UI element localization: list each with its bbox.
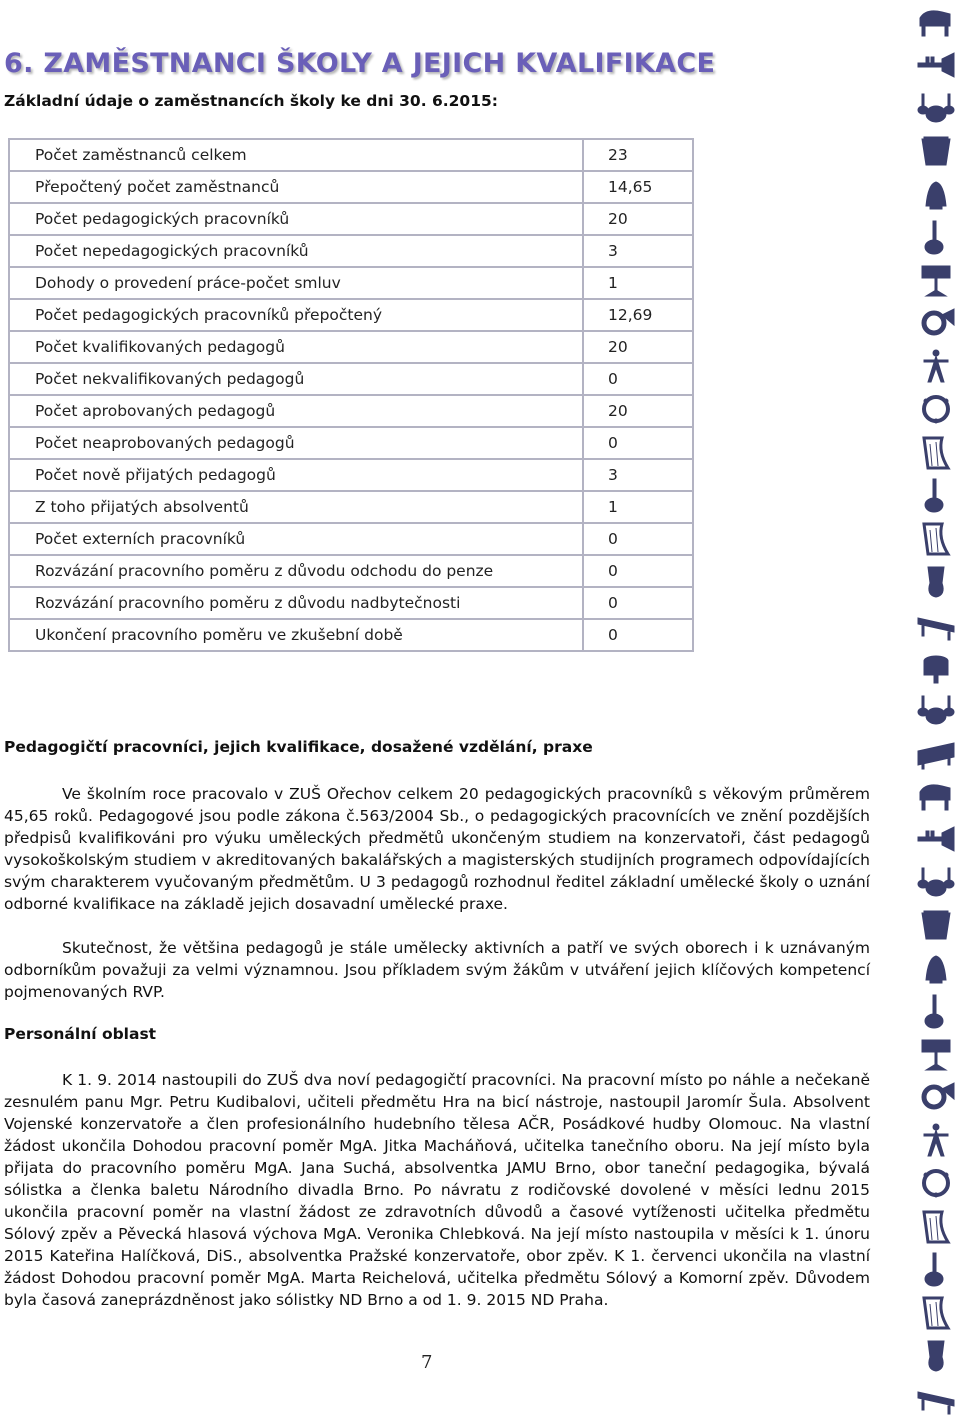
xylophone-icon: [916, 1380, 956, 1416]
accordion-icon: [916, 133, 956, 169]
drum-kit-icon: [916, 864, 956, 900]
row-label: Počet nepedagogických pracovníků: [9, 235, 583, 267]
tuba-icon: [916, 563, 956, 599]
row-value: 0: [583, 523, 693, 555]
tambourine-icon: [916, 391, 956, 427]
table-row: [9, 459, 693, 491]
piano-icon: [916, 778, 956, 814]
harp-icon: [916, 1208, 956, 1244]
harp-icon: [916, 434, 956, 470]
page-number: 7: [421, 1352, 433, 1373]
accordion-icon: [916, 907, 956, 943]
trumpet-icon: [916, 47, 956, 83]
table-row: [9, 427, 693, 459]
guitar-icon: [916, 1251, 956, 1287]
page-subtitle: Základní údaje o zaměstnancích školy ke dni 30. 6.2015:: [4, 92, 498, 110]
row-value: 0: [583, 363, 693, 395]
xylophone-icon: [916, 606, 956, 642]
row-value: 0: [583, 555, 693, 587]
row-label: Rozvázání pracovního poměru z důvodu odchodu do penze: [9, 555, 583, 587]
row-value: 0: [583, 587, 693, 619]
qualification-heading: Pedagogičtí pracovníci, jejich kvalifikace, dosažené vzdělání, praxe: [4, 738, 593, 756]
activity-paragraph: [4, 937, 870, 1003]
piano-icon: [916, 4, 956, 40]
row-label: Počet externích pracovníků: [9, 523, 583, 555]
horn-icon: [916, 1079, 956, 1115]
row-label: Počet pedagogických pracovníků přepočtený: [9, 299, 583, 331]
table-row: [9, 171, 693, 203]
bell-icon: [916, 176, 956, 212]
row-value: 23: [583, 139, 693, 171]
table-row: [9, 203, 693, 235]
harp-icon: [916, 520, 956, 556]
music-stand-icon: [916, 1036, 956, 1072]
tuba-icon: [916, 1337, 956, 1373]
qualification-paragraph-text: Ve školním roce pracovalo v ZUŠ Ořechov celkem 20 pedagogických pracovníků s věkovým průměrem 45,65 roků. Pedagogové jsou podle zákona č.563/2004 Sb., o pedagogických pracovnících ve znění pozdějších předpisů kvalifikováni pro výuku uměleckých předmětů ukončeným studiem na konzervatoři, část pedagogů vysokoškolským studiem v akreditovaných bakalářských a magisterských studijních programech odpovídajících svým charakterem vyučovaným předmětům. U 3 pedagogů rozhodnul ředitel základní umělecké školy o uznání odborné kvalifikace na základě jejich dosavadní umělecké praxe.: [4, 785, 870, 913]
table-row: [9, 555, 693, 587]
table-row: [9, 331, 693, 363]
table-row: [9, 235, 693, 267]
table-row: [9, 587, 693, 619]
row-value: 14,65: [583, 171, 693, 203]
page-title: 6. ZAMĚSTNANCI ŠKOLY A JEJICH KVALIFIKACE: [4, 48, 716, 79]
staff-table: [8, 138, 694, 652]
row-value: 1: [583, 491, 693, 523]
row-value: 20: [583, 203, 693, 235]
table-row: [9, 139, 693, 171]
qualification-paragraph: [4, 783, 870, 915]
row-value: 20: [583, 331, 693, 363]
personnel-paragraph-text: K 1. 9. 2014 nastoupili do ZUŠ dva noví pedagogičtí pracovníci. Na pracovní místo po náhle a nečekaně zesnulém panu Mgr. Petru Kudibalovi, učiteli předmětu Hra na bicí nástroje, nastoupil Jaromír Šula. Absolvent Vojenské konzervatoře a člen profesionálního hudebního tělesa AČR, Posádkové hudby Olomouc. Na vlastní žádost ukončila Dohodou pracovní poměr MgA. Jitka Macháňová, učitelka tanečního oboru. Na její místo byla přijata do pracovního poměru MgA. Jana Suchá, absolventka JAMU Brno, obor taneční pedagogika, bývalá sólistka a členka baletu Národního divadla Brno. Po návratu z rodičovské dovolené v měsíci lednu 2015 ukončila pracovní poměr na vlastní žádost ze zdravotních důvodů a časové vytíženosti učitelka předmětu Sólový zpěv a Pěvecká hlasová výchova MgA. Veronika Chlebková. Na její místo nastoupila v měsíci k 1. únoru 2015 Kateřina Halíčková, DiS., absolventka Pražské konzervatoře, obor zpěv. K 1. červenci ukončila na vlastní žádost Dohodou pracovní poměr MgA. Marta Reichelová, učitelka předmětu Sólový a Komorní zpěv. Důvodem byla časová zaneprázdněnost jako sólistky ND Brno a od 1. 9. 2015 ND Praha.: [4, 1071, 870, 1309]
personnel-paragraph: [4, 1069, 870, 1311]
instrument-sidebar: [912, 0, 960, 1419]
table-row: [9, 619, 693, 651]
horn-icon: [916, 305, 956, 341]
dancer-icon: [916, 1122, 956, 1158]
table-row: [9, 491, 693, 523]
row-label: Počet neaprobovaných pedagogů: [9, 427, 583, 459]
row-label: Počet pedagogických pracovníků: [9, 203, 583, 235]
table-row: [9, 299, 693, 331]
harp-icon: [916, 1294, 956, 1330]
row-label: Počet kvalifikovaných pedagogů: [9, 331, 583, 363]
table-row: [9, 363, 693, 395]
row-label: Počet nekvalifikovaných pedagogů: [9, 363, 583, 395]
activity-paragraph-text: Skutečnost, že většina pedagogů je stále umělecky aktivních a patří ve svých oborech i k uznávaným odborníkům považuji za velmi významnou. Jsou příkladem svým žákům v utváření jejich klíčových kompetencí pojmenovaných RVP.: [4, 939, 870, 1001]
music-stand-icon: [916, 262, 956, 298]
row-label: Z toho přijatých absolventů: [9, 491, 583, 523]
row-value: 3: [583, 459, 693, 491]
table-row: [9, 395, 693, 427]
row-label: Počet aprobovaných pedagogů: [9, 395, 583, 427]
row-value: 0: [583, 427, 693, 459]
drum-kit-icon: [916, 692, 956, 728]
row-label: Ukončení pracovního poměru ve zkušební době: [9, 619, 583, 651]
row-value: 12,69: [583, 299, 693, 331]
row-label: Rozvázání pracovního poměru z důvodu nadbytečnosti: [9, 587, 583, 619]
row-label: Dohody o provedení práce-počet smluv: [9, 267, 583, 299]
dancer-icon: [916, 348, 956, 384]
row-value: 3: [583, 235, 693, 267]
guitar-icon: [916, 219, 956, 255]
drum-icon: [916, 649, 956, 685]
table-row: [9, 267, 693, 299]
guitar-icon: [916, 477, 956, 513]
bell-icon: [916, 950, 956, 986]
drum-kit-icon: [916, 90, 956, 126]
row-value: 0: [583, 619, 693, 651]
table-row: [9, 523, 693, 555]
row-label: Přepočtený počet zaměstnanců: [9, 171, 583, 203]
tambourine-icon: [916, 1165, 956, 1201]
trumpet-icon: [916, 821, 956, 857]
keyboard-icon: [916, 735, 956, 771]
row-value: 20: [583, 395, 693, 427]
row-value: 1: [583, 267, 693, 299]
personnel-heading: Personální oblast: [4, 1025, 157, 1043]
row-label: Počet nově přijatých pedagogů: [9, 459, 583, 491]
guitar-icon: [916, 993, 956, 1029]
row-label: Počet zaměstnanců celkem: [9, 139, 583, 171]
